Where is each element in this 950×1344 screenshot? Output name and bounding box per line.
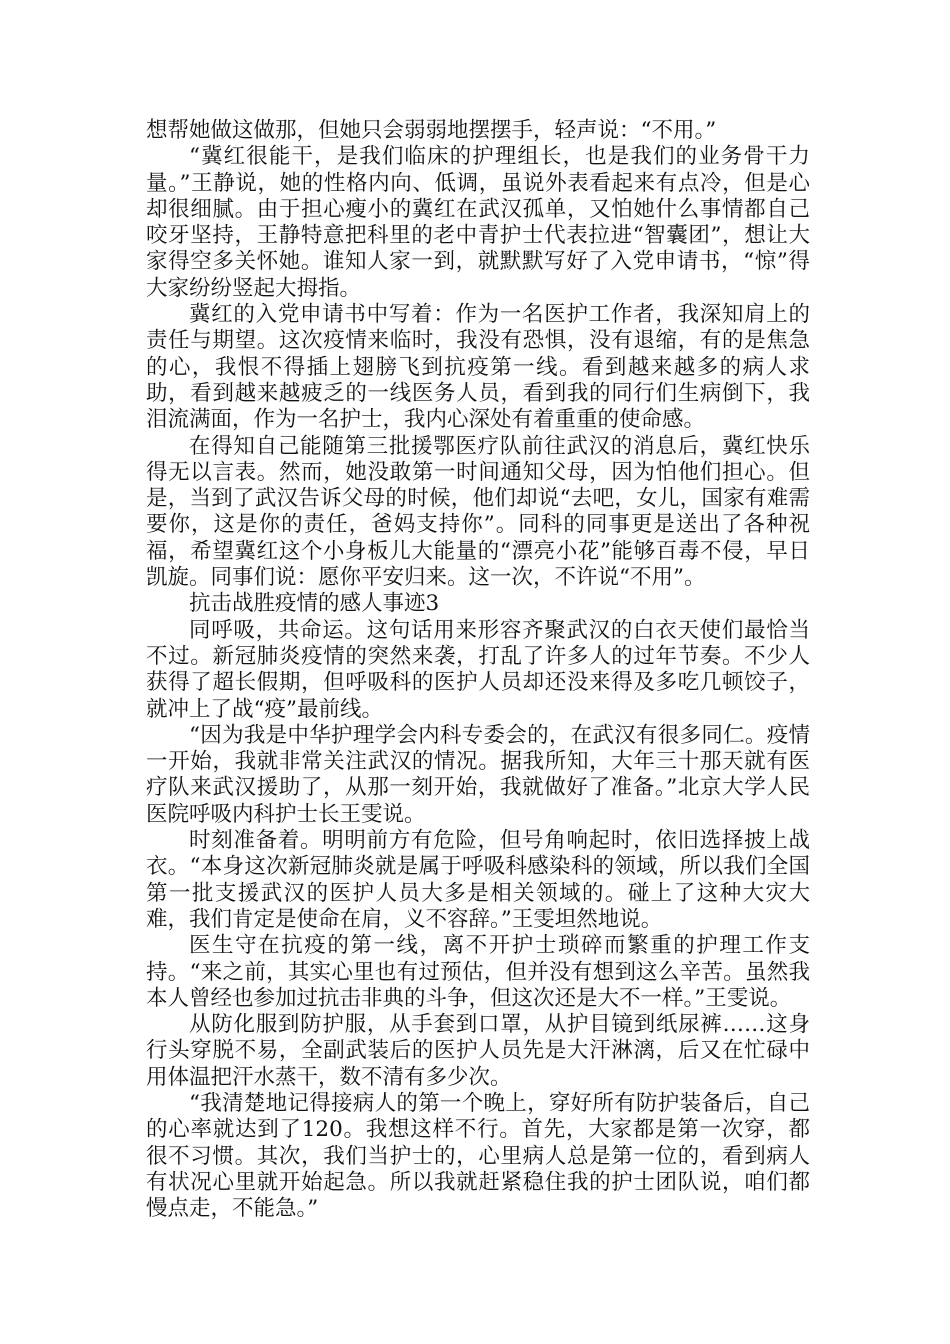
paragraph: 在得知自己能随第三批援鄂医疗队前往武汉的消息后，冀红快乐得无以言表。然而，她没敢第一时间通知父母，因为怕他们担心。但是，当到了武汉告诉父母的时候，他们却说“去吧，女儿，国家有难需要你，这是你的责任，爸妈支持你”。同科的同事更是送出了各种祝福，希望冀红这个小身板儿大能量的“漂亮小花”能够百毒不侵，早日凯旋。同事们说：愿你平安归来。这一次，不许说“不用”。 bbox=[146, 433, 810, 591]
document-body bbox=[146, 118, 810, 1222]
paragraph: 冀红的入党申请书中写着：作为一名医护工作者，我深知肩上的责任与期望。这次疫情来临时，我没有恐惧，没有退缩，有的是焦急的心，我恨不得插上翅膀飞到抗疫第一线。看到越来越多的病人求助，看到越来越疲乏的一线医务人员，看到我的同行们生病倒下，我泪流满面，作为一名护士，我内心深处有着重重的使命感。 bbox=[146, 302, 810, 433]
paragraph: 想帮她做这做那，但她只会弱弱地摆摆手，轻声说：“不用。” bbox=[146, 118, 717, 143]
section-heading: 抗击战胜疫情的感人事迹3 bbox=[189, 591, 440, 617]
paragraph: “我清楚地记得接病人的第一个晚上，穿好所有防护装备后，自己的心率就达到了120。我想这样不行。首先，大家都是第一次穿，都很不习惯。其次，我们当护士的，心里病人总是第一位的，看到病人有状况心里就开始起急。所以我就赶紧稳住我的护士团队说，咱们都慢点走，不能急。” bbox=[146, 1090, 810, 1222]
paragraph: “冀红很能干，是我们临床的护理组长，也是我们的业务骨干力量。”王静说，她的性格内向、低调，虽说外表看起来有点冷，但是心却很细腻。由于担心瘦小的冀红在武汉孤单，又怕她什么事情都自己咬牙坚持，王静特意把科里的老中青护士代表拉进“智囊团”，想让大家得空多关怀她。谁知人家一到，就默默写好了入党申请书，“惊”得大家纷纷竖起大拇指。 bbox=[146, 144, 810, 301]
paragraph: 从防化服到防护服，从手套到口罩，从护目镜到纸尿裤……这身行头穿脱不易，全副武装后的医护人员先是大汗淋漓，后又在忙碌中用体温把汗水蒸干，数不清有多少次。 bbox=[146, 1012, 810, 1090]
paragraph: 医生守在抗疫的第一线，离不开护士琐碎而繁重的护理工作支持。“来之前，其实心里也有过预估，但并没有想到这么辛苦。虽然我本人曾经也参加过抗击非典的斗争，但这次还是大不一样。”王雯说。 bbox=[146, 933, 810, 1011]
paragraph: 同呼吸，共命运。这句话用来形容齐聚武汉的白衣天使们最恰当不过。新冠肺炎疫情的突然来袭，打乱了许多人的过年节奏。不少人获得了超长假期，但呼吸科的医护人员却还没来得及多吃几顿饺子，就冲上了战“疫”最前线。 bbox=[146, 617, 810, 722]
paragraph: 时刻准备着。明明前方有危险，但号角响起时，依旧选择披上战衣。“本身这次新冠肺炎就是属于呼吸科感染科的领域，所以我们全国第一批支援武汉的医护人员大多是相关领域的。碰上了这种大灾大难，我们肯定是使命在肩，义不容辞。”王雯坦然地说。 bbox=[146, 828, 810, 932]
paragraph: “因为我是中华护理学会内科专委会的，在武汉有很多同仁。疫情一开始，我就非常关注武汉的情况。据我所知，大年三十那天就有医疗队来武汉援助了，从那一刻开始，我就做好了准备。”北京大学人民医院呼吸内科护士长王雯说。 bbox=[146, 722, 810, 827]
